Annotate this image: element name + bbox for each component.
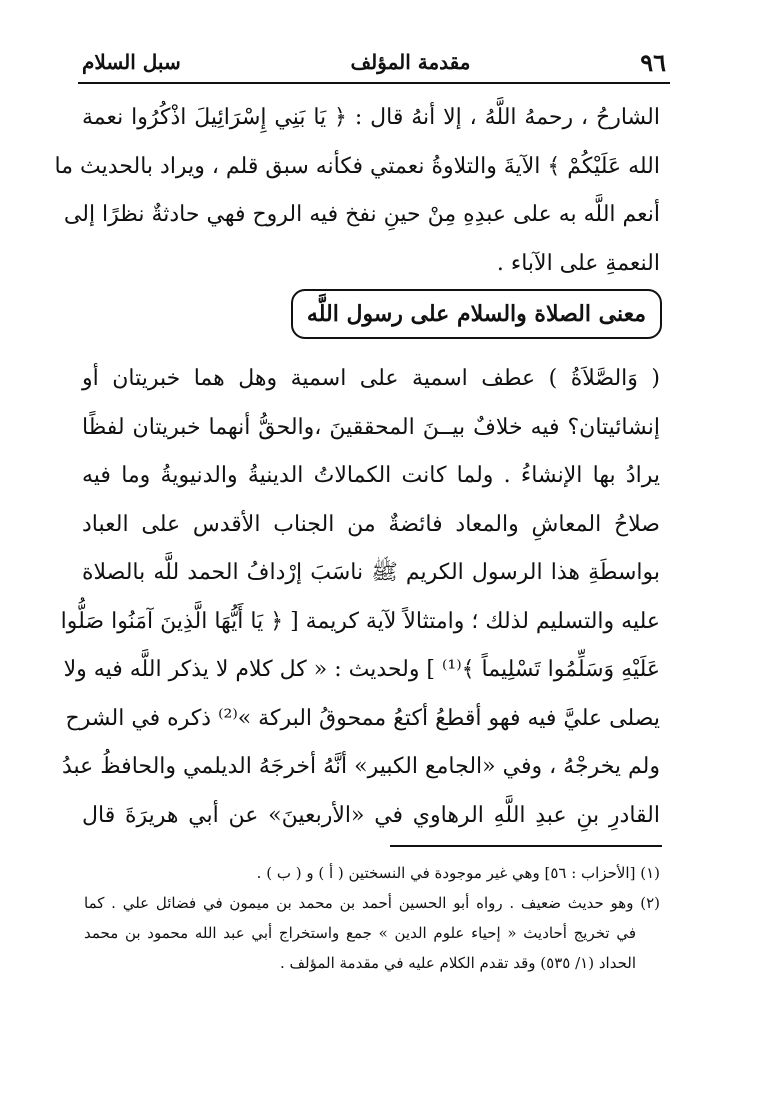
paragraph-commentary-intro [54,94,660,288]
text-line: عليه والتسليم لذلك ؛ وامتثالاً لآية كريمة [ ﴿ يَا أَيُّهَا الَّذِينَ آمَنُوا صَلُّوا [60,608,660,634]
text-line: صلاحُ المعاشِ والمعاد فائضةٌ من الجناب الأقدس على العباد [82,511,660,537]
footnote-divider [390,845,662,847]
footnote-1: (١) [الأحزاب : ٥٦] وهي غير موجودة في النسختين ( أ ) و ( ب ) . [256,864,660,882]
footnote-2-line: الحداد (١/ ٥٣٥) وقد تقدم الكلام عليه في مقدمة المؤلف . [279,954,636,972]
page-number: ٩٦ [640,47,666,77]
book-title: سبل السلام [82,50,181,74]
text-line: عَلَيْهِ وَسَلِّمُوا تَسْلِيماً ﴾⁽¹⁾ ] ولحديث : « كل كلام لا يذكر اللَّه فيه ولا [63,657,660,682]
text-line: أنعم اللَّه به على عبدِهِ مِنْ حينِ نفخ فيه الروح فهي حادثةٌ نظرًا إلى [63,202,660,227]
text-line: القادرِ بنِ عبدِ اللَّهِ الرهاوي في «الأربعينَ» عن أبي هريرَةَ قال [82,802,660,828]
text-line: ولم يخرجْهُ ، وفي «الجامع الكبير» أنَّهُ أخرجَهُ الديلمي والحافظُ عبدُ [61,754,660,779]
text-line: يصلى عليَّ فيه فهو أقطعُ أكتعُ ممحوقُ البركة »⁽²⁾ ذكره في الشرح [65,705,660,731]
text-line: ( وَالصَّلاَةُ ) عطف اسمية على اسمية وهل هما خبريتان أو [82,366,660,391]
chapter-title: مقدمة المؤلف [350,50,471,74]
footnote-2-line: (٢) وهو حديث ضعيف . رواه أبو الحسين أحمد بن محمد بن ميمون في فضائل علي . كما [84,894,660,912]
text-line: النعمةِ على الآباء . [496,250,660,276]
footnote-2-line: في تخريج أحاديث « إحياء علوم الدين » جمع واستخراج أبي عبد الله محمود بن محمد [84,924,636,942]
running-header [78,42,670,84]
text-line: الله عَلَيْكُمْ ﴾ الآيةَ والتلاوةُ نعمتي فكأنه سبق قلم ، ويراد بالحديث ما [54,153,660,179]
footnotes [84,858,660,978]
text-line: إنشائيتان؟ فيه خلافٌ بيــنَ المحققينَ ،والحقُّ أنهما خبريتان لفظًا [82,414,660,440]
text-line: بواسطَةِ هذا الرسول الكريم ﷺ ناسَبَ إرْدافُ الحمد للَّه بالصلاة [82,560,660,585]
paragraph-salah-meaning [60,355,660,840]
text-line: الشارحُ ، رحمهُ اللَّهُ ، إلا أنهُ قال : ﴿ يَا بَنِي إِسْرَائِيلَ اذْكُرُوا نعمة [82,105,660,130]
text-line: يرادُ بها الإنشاءُ . ولما كانت الكمالاتُ الدينيةُ والدنيويةُ وما فيه [82,463,660,488]
section-heading: معنى الصلاة والسلام على رسول اللَّه [291,289,662,339]
